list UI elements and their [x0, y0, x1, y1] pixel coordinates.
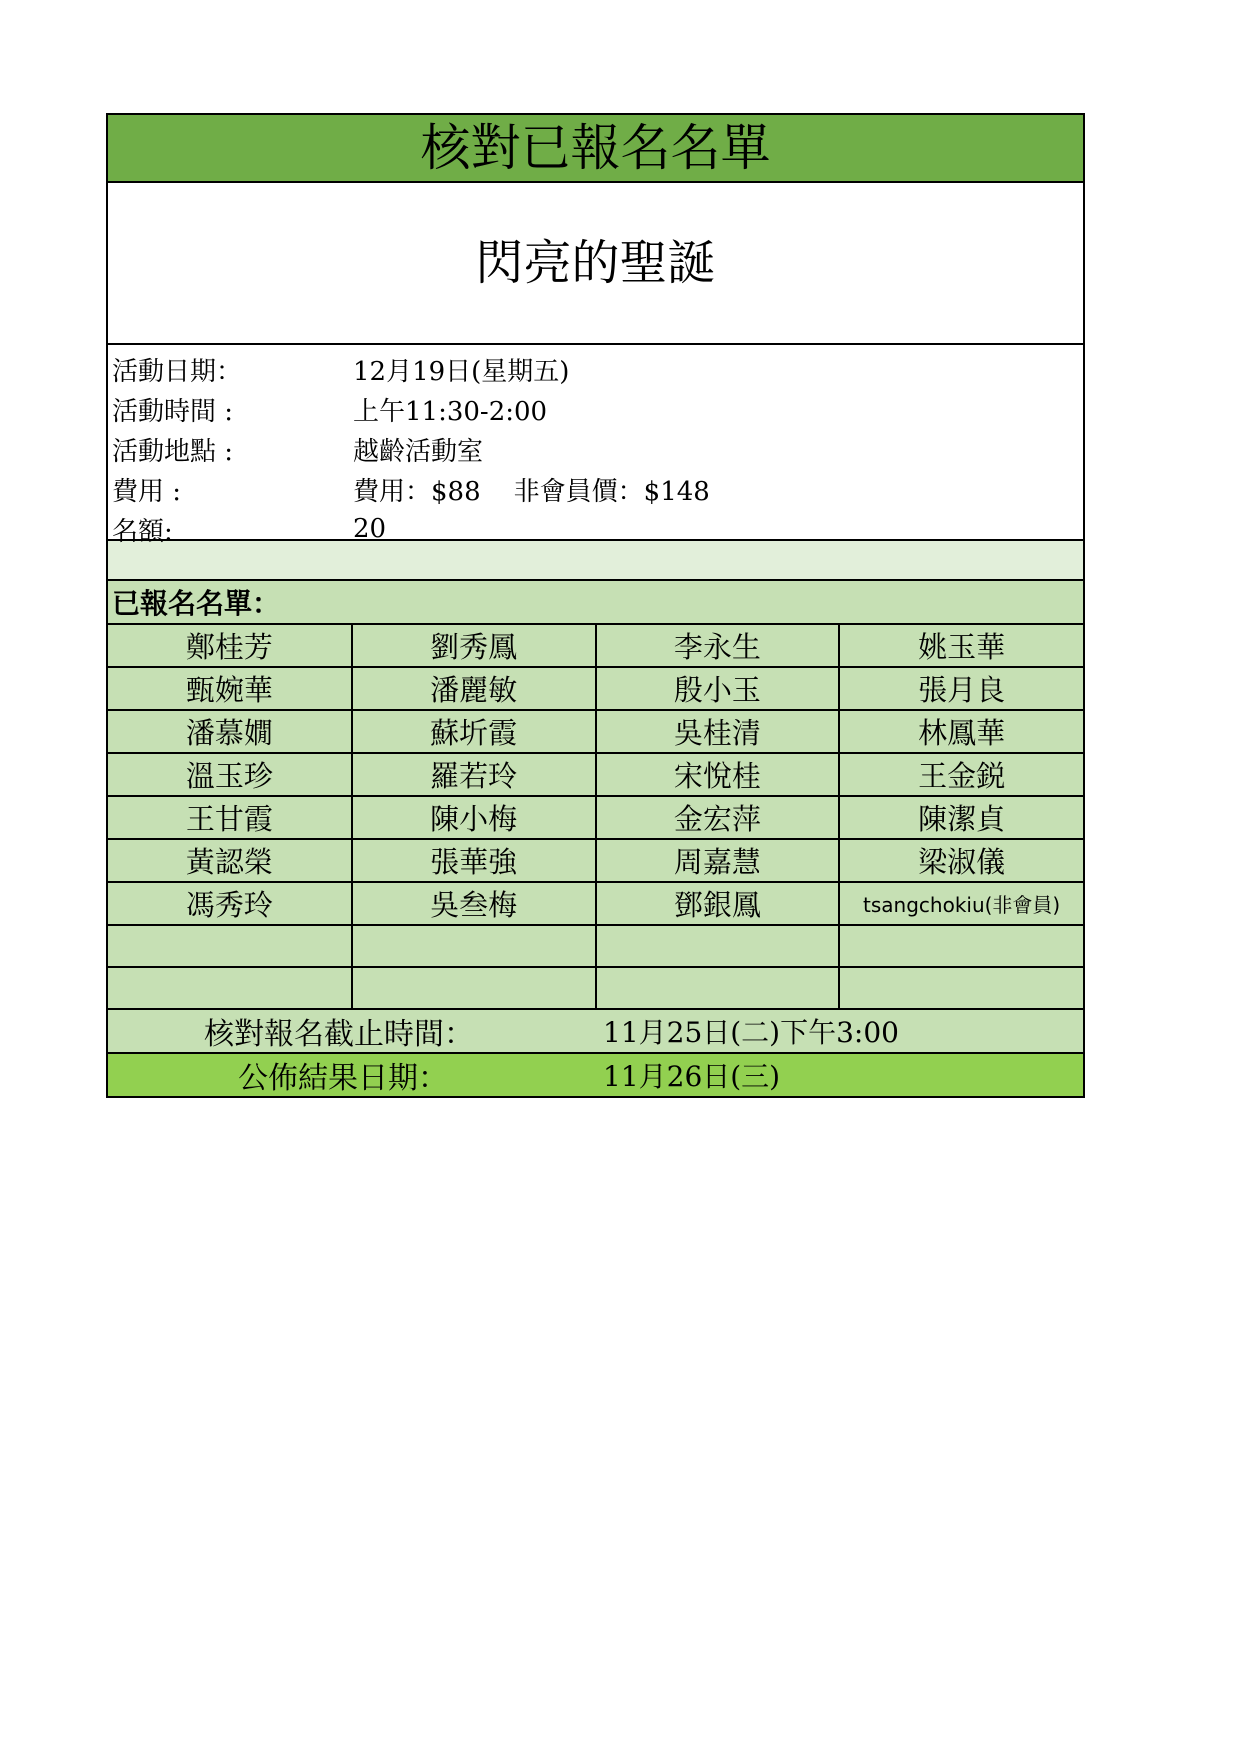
name-cell: 張月良: [839, 667, 1083, 710]
name-cell: 陳小梅: [352, 796, 596, 839]
result-date-label: 公佈結果日期：: [238, 1061, 448, 1096]
table-row: [108, 839, 1083, 882]
name-cell: 潘麗敏: [352, 667, 596, 710]
info-venue-value: 越齡活動室: [353, 436, 484, 467]
name-cell: 王金鋭: [839, 753, 1083, 796]
info-fee: [108, 469, 1083, 509]
registered-list-header: [108, 581, 1083, 625]
info-fee-label: 費用 :: [112, 476, 182, 507]
name-cell: 鄭桂芳: [108, 625, 352, 667]
name-cell: [839, 925, 1083, 967]
name-cell: 李永生: [596, 625, 840, 667]
name-cell: 林鳳華: [839, 710, 1083, 753]
result-date-value: 11月26日(三): [603, 1060, 781, 1093]
table-row: [108, 753, 1083, 796]
name-cell: 馮秀玲: [108, 882, 352, 925]
name-cell: [596, 925, 840, 967]
name-cell: 張華強: [352, 839, 596, 882]
name-cell: 宋悅桂: [596, 753, 840, 796]
name-cell: 潘慕嫺: [108, 710, 352, 753]
name-cell: 王甘霞: [108, 796, 352, 839]
info-quota-value: 20: [353, 514, 387, 544]
info-time: [108, 389, 1083, 429]
info-venue: [108, 429, 1083, 469]
info-quota-label: 名額:: [112, 516, 173, 547]
event-info: [108, 345, 1083, 547]
name-cell: [352, 925, 596, 967]
registration-sheet: [106, 113, 1085, 1098]
registered-list-header-text: 已報名名單：: [112, 587, 281, 620]
name-cell: [108, 925, 352, 967]
name-cell: 黃認榮: [108, 839, 352, 882]
table-row: [108, 882, 1083, 925]
info-date-label: 活動日期：: [112, 356, 243, 387]
info-fee-value: 費用：$88 非會員價：$148: [353, 476, 710, 507]
name-cell: tsangchokiu(非會員): [839, 882, 1083, 925]
table-row: [108, 667, 1083, 710]
info-venue-label: 活動地點 :: [112, 436, 234, 467]
name-cell: [839, 967, 1083, 1009]
deadline-label: 核對報名截止時間：: [204, 1017, 474, 1052]
name-cell: 溫玉珍: [108, 753, 352, 796]
table-row: [108, 925, 1083, 967]
table-row: [108, 796, 1083, 839]
event-name: [108, 183, 1083, 345]
deadline-value: 11月25日(二)下午3:00: [603, 1016, 899, 1049]
result-date-row: [108, 1054, 1083, 1096]
event-name-text: 閃亮的聖誕: [475, 235, 716, 291]
name-cell: [352, 967, 596, 1009]
name-cell: 劉秀鳳: [352, 625, 596, 667]
table-row: [108, 710, 1083, 753]
name-cell: 殷小玉: [596, 667, 840, 710]
sheet-title-text: 核對已報名名單: [420, 119, 771, 177]
name-cell: 金宏萍: [596, 796, 840, 839]
name-cell: 梁淑儀: [839, 839, 1083, 882]
name-cell: 甄婉華: [108, 667, 352, 710]
deadline-row: [108, 1010, 1083, 1054]
info-time-label: 活動時間 :: [112, 396, 234, 427]
sheet-title: [108, 115, 1083, 183]
info-date-value: 12月19日(星期五): [353, 356, 570, 387]
table-row: [108, 625, 1083, 667]
name-cell: 蘇圻霞: [352, 710, 596, 753]
name-cell: 陳潔貞: [839, 796, 1083, 839]
name-cell: 吳桂清: [596, 710, 840, 753]
name-cell: 吳叁梅: [352, 882, 596, 925]
name-cell: 羅若玲: [352, 753, 596, 796]
name-cell: 鄧銀鳳: [596, 882, 840, 925]
registered-names-table: [108, 625, 1083, 1010]
table-row: [108, 967, 1083, 1009]
info-date: [108, 349, 1083, 389]
name-cell: 周嘉慧: [596, 839, 840, 882]
name-cell: [108, 967, 352, 1009]
info-time-value: 上午11:30-2:00: [353, 396, 548, 427]
name-cell: [596, 967, 840, 1009]
name-cell: 姚玉華: [839, 625, 1083, 667]
